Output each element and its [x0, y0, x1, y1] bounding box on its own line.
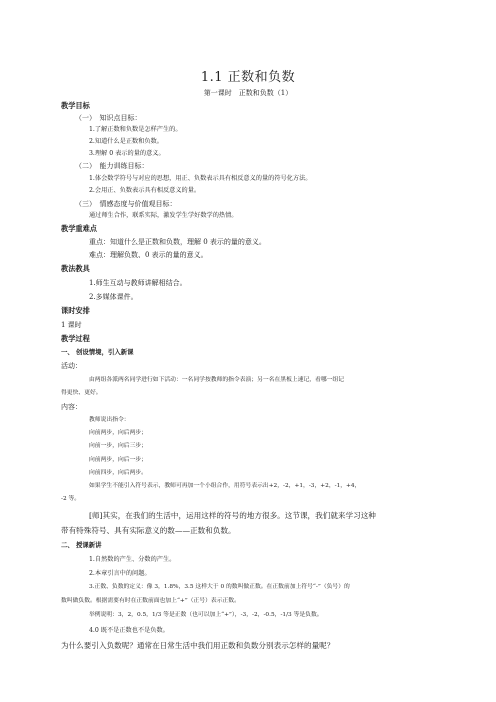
section-heading: （三） 情感态度与价值观目标： — [75, 200, 177, 208]
text-line: 向前一步，向后三步； — [89, 443, 147, 449]
text-line: 活动： — [61, 362, 82, 370]
text-line: 举例说明：3，2，0.5，1/3 等是正数（也可以加上“+”），-3，-2，-0.5，-1/3 等是负数。 — [89, 612, 323, 618]
text-line: 向前四步，向后两步。 — [89, 470, 147, 476]
text-line: 得更快、更好。 — [61, 390, 102, 396]
text-line: 教师说出指令： — [89, 417, 130, 423]
text-line: 3.理解 0 表示的量的意义。 — [89, 150, 165, 157]
text-line: 2.多媒体课件。 — [89, 293, 138, 301]
text-line: 2.知道什么是正数和负数。 — [89, 138, 163, 145]
text-line: 2.本章引言中的问题。 — [89, 570, 151, 577]
step-heading: 二、 授课新讲 — [61, 541, 102, 549]
text-line: 向前两步，向后两步； — [89, 430, 147, 436]
section-heading: （二） 能力训练目标： — [75, 162, 149, 170]
text-line: 1 课时 — [61, 321, 82, 329]
text-line: 3.正数、负数的定义：像 3，1.8%，3.5 这样大于 0 的数叫做正数。在正数前加上符号“-”（负号）的 — [89, 584, 350, 590]
text-line: [师]其实，在我们的生活中，运用这样的符号的地方很多。这节课，我们就来学习这种 — [89, 511, 376, 520]
text-line: 内容： — [61, 403, 82, 411]
text-line: 1.自然数的产生、分数的产生。 — [89, 556, 176, 563]
text-line: 重点：知道什么是正数和负数，理解 0 表示的量的意义。 — [89, 238, 266, 246]
text-line: 由两组各派两名同学进行如下活动：一名同学按教师的指令表演；另一名在黑板上速记，看哪一组记 — [89, 377, 345, 383]
text-line: 为什么要引入负数呢？通常在日常生活中我们用正数和负数分别表示怎样的量呢？ — [61, 641, 335, 650]
text-line: 1.师生互动与教师讲解相结合。 — [89, 279, 187, 287]
heading-methods: 教法教具 — [61, 264, 90, 273]
text-line: 通过师生合作，联系实际，激发学生学好数学的热情。 — [89, 212, 238, 219]
page-subtitle: 第一课时 正数和负数（1） — [203, 89, 293, 97]
step-heading: 一、 创设情境，引入新课 — [61, 348, 134, 356]
text-line: 难点：理解负数、0 表示的量的意义。 — [89, 251, 208, 259]
text-line: 如果学生不能引入符号表示，教师可再加一个小组合作，用符号表示出+2，-2，+1，-3，+2，-1，+4， — [89, 483, 361, 489]
heading-process: 教学过程 — [61, 334, 90, 343]
heading-schedule: 课时安排 — [61, 306, 90, 315]
text-line: -2 等。 — [61, 496, 81, 502]
section-heading: （一） 知识点目标： — [75, 114, 142, 122]
heading-objectives: 教学目标 — [61, 101, 90, 110]
heading-key-points: 教学重难点 — [61, 224, 97, 233]
text-line: 带有特殊符号、具有实际意义的数——正数和负数。 — [61, 526, 236, 535]
text-line: 2.会用正、负数表示具有相反意义的量。 — [89, 187, 201, 194]
text-line: 1.体会数学符号与对应的思想，用正、负数表示具有相反意义的量的符号化方法。 — [89, 175, 312, 182]
text-line: 向前两步，向后一步； — [89, 457, 147, 463]
text-line: 1.了解正数和负数是怎样产生的。 — [89, 126, 182, 133]
page-title: 1.1 正数和负数 — [200, 70, 296, 85]
text-line: 4.0 既不是正数也不是负数。 — [89, 627, 169, 634]
text-line: 数叫做负数。根据需要有时在正数前面也加上“+”（正号）表示正数。 — [61, 598, 240, 604]
